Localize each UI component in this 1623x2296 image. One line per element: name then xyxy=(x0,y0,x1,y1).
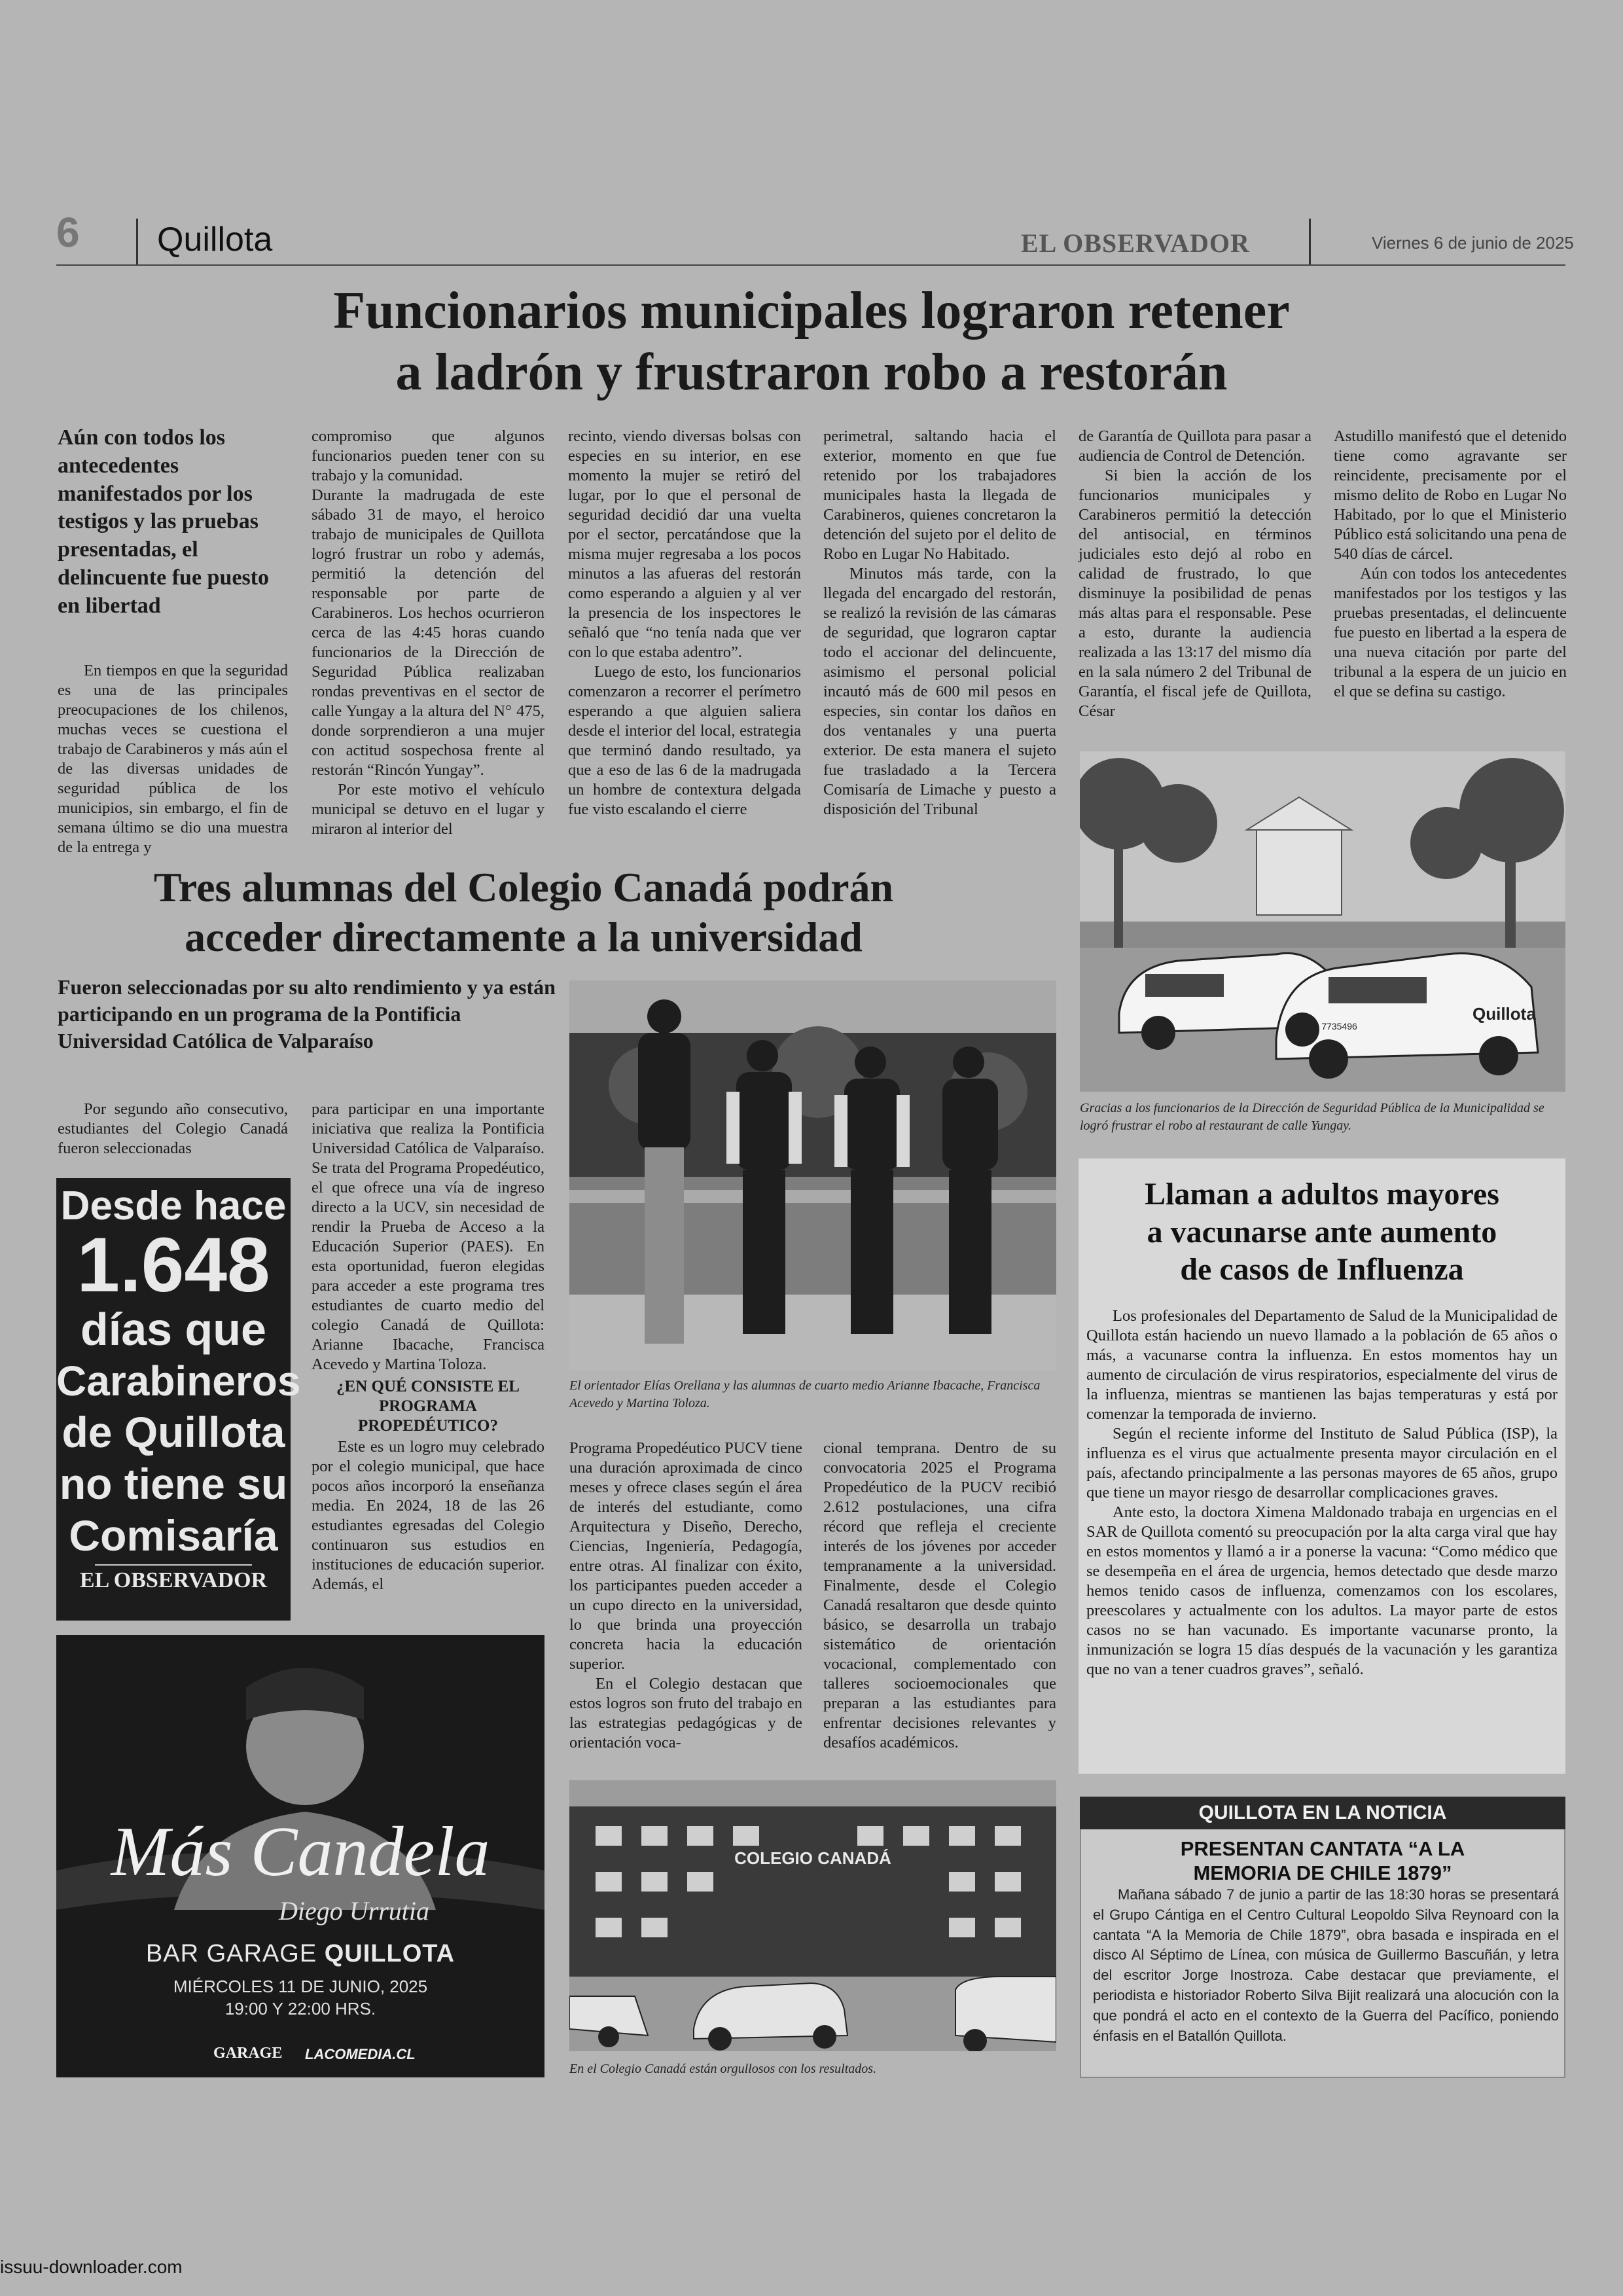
paragraph: Los profesionales del Departamento de Salud de la Municipalidad de Quillota están haciendo un nuevo llamado a la población de 65 años o más, a vacunarse contra la influenza. En estos momentos hay un aumento de circulación de virus respiratorios, especialmente del virus de la influenza, mientras se mantienen las bajas temperaturas y está por comenzar la temporada de invierno. xyxy=(1086,1307,1558,1423)
event-times: 19:00 Y 22:00 HRS. xyxy=(224,1999,376,2018)
paragraph: En tiempos en que la seguridad es una de las principales preocupaciones de los chilenos, muchas veces se cuestiona el trabajo de Carabineros y más aún el de las diversas unidades de seguridad pública de los municipios, sin embargo, el fin de semana último se dio una muestra de la entrega y xyxy=(58,662,288,856)
article1-column-2 xyxy=(312,427,544,839)
newspaper-name: EL OBSERVADOR xyxy=(1021,228,1250,258)
event-venue-prefix: BAR GARAGE xyxy=(145,1940,317,1967)
article2-deck: Fueron seleccionadas por su alto rendimiento y ya están participando en un programa de la Pontificia Universidad Católica de Valparaíso xyxy=(58,975,556,1052)
paragraph: Ante esto, la doctora Ximena Maldonado trabaja en urgencias en el SAR de Quillota comentó su preocupación por la alta carga viral que hay en estos momentos y llamó a ir a ponerse la vacuna: “Como médico que se desempeña en el área de urgencia, hemos detectado que desde marzo hemos tenido casos de influenza, comenzamos con los escolares, preescolares y actualmente con los adultos. La mayor parte de estos casos no se han vacunado. Es importante vacunarse pronto, la inmunización se logra 15 días después de la vacunación y les garantiza que no van a tener cuadros graves”, señaló. xyxy=(1086,1503,1558,1678)
article1-column-6 xyxy=(1334,427,1567,702)
article2-column-4 xyxy=(823,1439,1056,1753)
article2-photo2-caption: En el Colegio Canadá están orgullosos con los resultados. xyxy=(569,2062,877,2076)
car-phone-text: +56 4 7735496 xyxy=(1296,1021,1357,1031)
event-ad-mas-candela xyxy=(56,1635,544,2077)
paragraph: Según el reciente informe del Instituto de Salud Pública (ISP), la influenza es el virus que actualmente presenta mayor circulación en el país, afectando principalmente a las personas mayores de 65 años, grupo que tiene un mayor riesgo de desarrollar complicaciones graves. xyxy=(1086,1425,1558,1501)
noticia-title-line: PRESENTAN CANTATA “A LA xyxy=(1180,1837,1465,1860)
sponsor-lacomedia-logo: LACOMEDIA.CL xyxy=(305,2046,416,2062)
paragraph: Este es un logro muy celebrado por el colegio municipal, que hace pocos años incorporó la enseñanza media. En 2024, 18 de las 26 estudiantes egresadas del Colegio continuaron sus estudios en instituciones de educación superior. Además, el xyxy=(312,1438,544,1593)
headline-line: Funcionarios municipales lograron retener xyxy=(333,282,1290,340)
header-rule xyxy=(56,264,1565,266)
paragraph: Programa Propedéutico PUCV tiene una duración aproximada de cinco meses y ofrece clases según el área de interés del estudiante, como Arquitectura y Diseño, Derecho, Ciencias, Ingeniería, Pedagogía, entre otras. Al finalizar con éxito, los participantes pueden acceder a un cupo directo en la universidad, lo que brinda una proyección concreta hacia la educación superior. xyxy=(569,1439,802,1673)
article3-body xyxy=(1086,1306,1558,1679)
headline-line: de casos de Influenza xyxy=(1180,1252,1464,1287)
promo-divider xyxy=(95,1564,252,1566)
headline-line: Tres alumnas del Colegio Canadá podrán xyxy=(153,864,894,910)
article1-deck: Aún con todos los antecedentes manifestados por los testigos y las pruebas presentadas, el delincuente fue puesto en libertad xyxy=(58,425,269,618)
noticia-title xyxy=(1086,1837,1559,1885)
promo-number: 1.648 xyxy=(77,1222,270,1308)
paragraph: Si bien la acción de los funcionarios municipales y Carabineros permitió la detección del antisocial, en términos judiciales esto dejó al robo en calidad de frustrado, lo que disminuye la posibilidad de penas más altas para el responsable. Pese a esto, durante la audiencia realizada a las 13:17 del mismo día en la sala número 2 del Tribunal de Garantía, el fiscal jefe de Quillota, César xyxy=(1079,467,1311,720)
article1-photo-caption: Gracias a los funcionarios de la Dirección de Seguridad Pública de la Municipalidad se logró frustrar el robo al restaurant de calle Yungay. xyxy=(1080,1101,1544,1133)
event-venue-city: QUILLOTA xyxy=(324,1940,455,1967)
paragraph: compromiso que algunos funcionarios pueden tener con su trabajo y la comunidad. xyxy=(312,427,544,484)
promo-line: días que xyxy=(80,1304,266,1355)
headline-line: acceder directamente a la universidad xyxy=(185,913,863,960)
promo-line: Comisaría xyxy=(69,1511,278,1560)
article1-column-1 xyxy=(58,661,288,857)
article2-photo1-caption: El orientador Elías Orellana y las alumnas de cuarto medio Arianne Ibacache, Francisca Acevedo y Martina Toloza. xyxy=(569,1378,1041,1410)
paragraph: recinto, viendo diversas bolsas con especies en su interior, en ese momento la mujer se retiró del lugar, por lo que el personal de seguridad decidió dar una vuelta por el sector, percatándose que la misma mujer regresaba a los pocos minutos a las afueras del restorán como esperando a alguien y al ver la presencia de los inspectores le señaló que “no tenía nada que ver con lo que estaba adentro”. xyxy=(568,427,801,661)
paragraph: Astudillo manifestó que el detenido tiene como agravante ser reincidente, precisamente por el mismo delito de Robo en Lugar No Habitado, por lo que el Ministerio Público está solicitando una pena de 540 días de cárcel. xyxy=(1334,427,1567,563)
article2-column-1 xyxy=(58,1100,288,1158)
headline-line: a vacunarse ante aumento xyxy=(1147,1214,1497,1249)
paragraph: Aún con todos los antecedentes manifestados por los testigos y las pruebas presentadas, el delincuente fue puesto en libertad a la espera de una nueva citación por parte del tribunal a la espera de un juicio en el que se defina su castigo. xyxy=(1334,565,1567,700)
article1-headline xyxy=(196,280,1427,404)
paragraph: de Garantía de Quillota para pasar a audiencia de Control de Detención. xyxy=(1079,427,1311,465)
issue-date: Viernes 6 de junio de 2025 xyxy=(1372,233,1574,253)
paragraph: Minutos más tarde, con la llegada del encargado del restorán, se realizó la revisión de las cámaras de seguridad, que lograron captar todo el accionar del delincuente, asimismo el personal policial incautó más de 600 mil pesos en especies, sin contar los daños en dos ventanales y una puerta exterior. De esta manera el sujeto fue trasladado a la Tercera Comisaría de Limache y puesto a disposición del Tribunal xyxy=(823,565,1056,818)
paragraph: Durante la madrugada de este sábado 31 de mayo, el heroico trabajo de municipales de Quillota logró frustrar un robo y además, permitió la detención del responsable por parte de Carabineros. Los hechos ocurrieron cerca de las 4:45 horas cuando funcionarios de la Dirección de Seguridad Pública realizaban rondas preventivas en el sector de calle Yungay a la altura del N° 475, donde sorprendieron a una mujer con actitud sospechosa frente al restorán “Rincón Yungay”. xyxy=(312,486,544,779)
article2-column-2 xyxy=(312,1100,544,1594)
event-artist: Diego Urrutia xyxy=(279,1896,429,1926)
promo-box-comisaria xyxy=(56,1178,301,1621)
event-date: MIÉRCOLES 11 DE JUNIO, 2025 xyxy=(173,1977,428,1996)
paragraph: Por segundo año consecutivo, estudiantes del Colegio Canadá fueron seleccionadas xyxy=(58,1100,288,1157)
headline-line: Llaman a adultos mayores xyxy=(1145,1177,1499,1211)
noticia-title-line: MEMORIA DE CHILE 1879” xyxy=(1193,1861,1452,1885)
paragraph: cional temprana. Dentro de su convocatoria 2025 el Programa Propedéutico de la PUCV recibió 2.612 postulaciones, una cifra récord que refleja el creciente interés de los jóvenes por acceder tempranamente a la universidad. Finalmente, desde el Colegio Canadá resaltaron que desde quinto básico, se desarrolla un trabajo sistemático de orientación vocacional, complementado con talleres socioemocionales que preparan a las estudiantes para enfrentar decisiones relevantes y desafíos académicos. xyxy=(823,1439,1056,1751)
paragraph: Por este motivo el vehículo municipal se detuvo en el lugar y miraron al interior del xyxy=(312,781,544,838)
event-title: Más Candela xyxy=(111,1813,490,1891)
article1-photo-security-cars xyxy=(1080,751,1565,1092)
noticia-body xyxy=(1093,1885,1559,2046)
article3-headline xyxy=(1086,1175,1558,1289)
paragraph: En el Colegio destacan que estos logros son fruto del trabajo en las estrategias pedagógicas y de orientación voca- xyxy=(569,1675,802,1751)
paragraph: perimetral, saltando hacia el exterior, momento en que fue retenido por los trabajadores municipales hasta la llegada de Carabineros, quienes concretaron la detención del sujeto por el delito de Robo en Lugar No Habitado. xyxy=(823,427,1056,563)
school-sign-text: COLEGIO CANADÁ xyxy=(734,1848,891,1868)
article2-photo-students xyxy=(569,980,1056,1371)
headline-line: a ladrón y frustraron robo a restorán xyxy=(395,344,1228,402)
header-divider xyxy=(136,219,138,264)
section-title: Quillota xyxy=(157,221,273,259)
noticia-bar: QUILLOTA EN LA NOTICIA xyxy=(1080,1797,1565,1829)
promo-line: de Quillota xyxy=(62,1407,285,1456)
article2-subhead: ¿EN QUÉ CONSISTE EL PROGRAMA PROPEDÉUTICO? xyxy=(336,1378,520,1435)
sponsor-garage-logo: GARAGE xyxy=(213,2045,283,2062)
paragraph: Luego de esto, los funcionarios comenzaron a recorrer el perímetro esperando a que alguien saliera desde el interior del local, estrategia que terminó dando resultado, ya que a eso de las 6 de la madrugada un hombre de contextura delgada fue visto escalando el cierre xyxy=(568,663,801,818)
article1-column-5 xyxy=(1079,427,1311,721)
article2-photo-school xyxy=(569,1780,1056,2051)
promo-line: Carabineros xyxy=(56,1357,301,1405)
watermark-footer[interactable]: issuu-downloader.com xyxy=(0,2257,183,2277)
header-divider xyxy=(1309,219,1311,264)
article1-column-3 xyxy=(568,427,801,819)
page-number: 6 xyxy=(56,209,80,256)
promo-line: Desde hace xyxy=(60,1183,287,1229)
article2-headline xyxy=(65,863,982,961)
car-label-text: Quillota xyxy=(1472,1004,1536,1024)
paragraph: Mañana sábado 7 de junio a partir de las 18:30 horas se presentará el Grupo Cántiga en el Centro Cultural Leopoldo Silva Reynoard con la cantata “A la Memoria de Chile 1879”, obra basada e inspirada en el disco Al Séptimo de Línea, con música de Guillermo Bascuñán, y letra del escritor Jorge Inostroza. Cabe destacar que previamente, el periodista e historiador Roberto Silva Bijit realizará una alocución con la que pondrá el acto en el contexto de la Guerra del Pacífico, poniendo énfasis en el Batallón Quillota. xyxy=(1093,1886,1559,2044)
article2-column-3 xyxy=(569,1439,802,1753)
promo-brand: EL OBSERVADOR xyxy=(79,1568,268,1593)
article1-column-4 xyxy=(823,427,1056,819)
promo-line: no tiene su xyxy=(59,1459,288,1508)
paragraph: para participar en una importante iniciativa que realiza la Pontificia Universidad Católica de Valparaíso. Se trata del Programa Propedéutico, el que ofrece una vía de ingreso directo a la UCV, sin necesidad de rendir la Prueba de Acceso a la Educación Superior (PAES). En esta oportunidad, fueron elegidas para acceder a este programa tres estudiantes de cuarto medio del colegio Canadá de Quillota: Arianne Ibacache, Francisca Acevedo y Martina Toloza. xyxy=(312,1100,544,1373)
event-venue xyxy=(56,1940,544,1968)
